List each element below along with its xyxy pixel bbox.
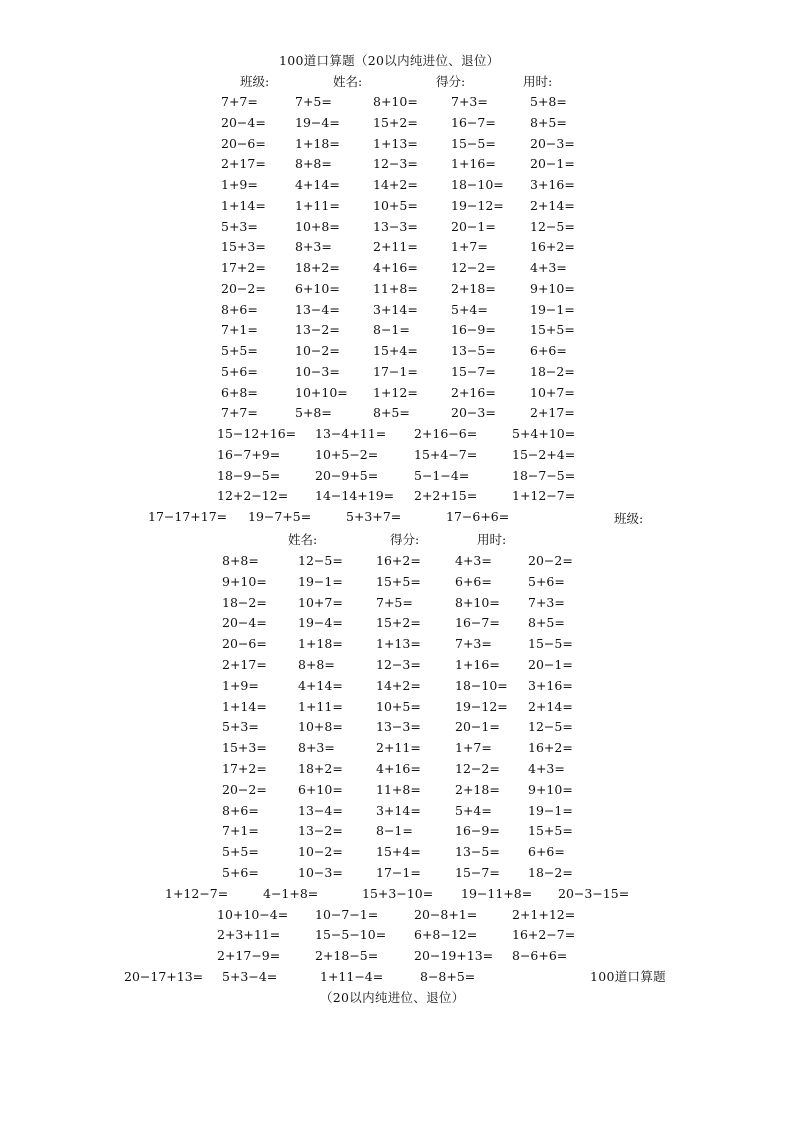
problem-cell: 8−1=: [373, 322, 410, 338]
problem-cell: 20−9+5=: [315, 467, 379, 483]
problem-cell: 4+3=: [528, 761, 565, 776]
score-label-2: 得分:: [390, 532, 420, 547]
problem-cell: 10+10−4=: [217, 906, 289, 922]
problem-cell: 16+2=: [376, 553, 421, 568]
problem-cell: 5+4+10=: [512, 426, 576, 441]
problem-cell: 7+7=: [221, 405, 258, 421]
problem-cell: 20−2=: [528, 553, 573, 568]
problem-cell: 15+2=: [373, 114, 418, 130]
problem-cell: 5+3=: [221, 218, 258, 234]
problem-cell: 10−7−1=: [315, 906, 379, 922]
problem-cell: 5+6=: [222, 865, 259, 880]
problem-cell: 20−2=: [222, 781, 267, 797]
class-label-2: 班级:: [614, 511, 644, 526]
problem-cell: 5+6=: [221, 363, 258, 379]
problem-cell: 8+3=: [298, 740, 335, 756]
problem-cell: 6+8=: [221, 384, 258, 400]
problem-cell: 10+7=: [530, 384, 575, 400]
problem-cell: 5−1−4=: [414, 467, 470, 483]
problem-cell: 15+3=: [222, 740, 267, 756]
problem-cell: 16−7=: [451, 114, 496, 130]
problem-cell: 20−3=: [451, 405, 496, 421]
problem-cell: 1+12−7=: [165, 885, 229, 901]
problem-cell: 8+10=: [373, 94, 418, 109]
problem-cell: 5+8=: [295, 405, 332, 421]
problem-cell: 18−2=: [530, 363, 575, 379]
problem-cell: 3+16=: [530, 177, 575, 192]
problem-cell: 8+5=: [530, 114, 567, 130]
problem-cell: 6+10=: [298, 781, 343, 797]
problem-cell: 19−1=: [298, 573, 343, 589]
problem-cell: 7+3=: [528, 594, 565, 610]
problem-cell: 10−3=: [295, 363, 340, 379]
problem-cell: 18−10=: [451, 177, 504, 192]
problem-cell: 17+2=: [222, 761, 267, 776]
problem-cell: 17−6+6=: [446, 509, 510, 524]
problem-cell: 20−8+1=: [414, 906, 478, 922]
problem-cell: 4+16=: [376, 761, 421, 776]
problem-cell: 15−12+16=: [217, 426, 297, 441]
problem-cell: 2+17−9=: [217, 948, 281, 964]
problem-cell: 20−1=: [451, 218, 496, 234]
problem-cell: 10+8=: [298, 719, 343, 735]
problem-cell: 10+5=: [373, 197, 418, 213]
problem-cell: 10−2=: [295, 343, 340, 358]
problem-cell: 7+5=: [295, 94, 332, 109]
name-label: 姓名:: [333, 74, 363, 89]
problem-cell: 7+7=: [221, 94, 258, 109]
problem-cell: 1+14=: [221, 197, 266, 213]
problem-cell: 4+14=: [298, 677, 343, 693]
problem-cell: 17−1=: [373, 363, 418, 379]
time-label: 用时:: [523, 74, 553, 89]
problem-cell: 15+5=: [528, 823, 573, 839]
problem-cell: 20−4=: [222, 615, 267, 631]
problem-cell: 8+5=: [373, 405, 410, 421]
problem-cell: 5+8=: [530, 94, 567, 109]
problem-cell: 18−2=: [528, 865, 573, 880]
problem-cell: 1+11=: [298, 698, 343, 714]
problem-cell: 15−5−10=: [315, 927, 387, 943]
problem-cell: 19−7+5=: [248, 509, 312, 524]
problem-cell: 7+5=: [376, 594, 413, 610]
problem-cell: 15+4−7=: [414, 446, 478, 462]
problem-cell: 10+5−2=: [315, 446, 379, 462]
score-label: 得分:: [436, 74, 466, 89]
problem-cell: 5+4=: [451, 301, 488, 317]
problem-cell: 2+18=: [455, 781, 500, 797]
problem-cell: 3+14=: [373, 301, 418, 317]
problem-cell: 17−17+17=: [148, 509, 228, 524]
problem-cell: 9+10=: [528, 781, 573, 797]
problem-cell: 4+3=: [530, 260, 567, 275]
problem-cell: 13−4=: [295, 301, 340, 317]
problem-cell: 12−2=: [451, 260, 496, 275]
problem-cell: 15−7=: [451, 363, 496, 379]
problem-cell: 15−7=: [455, 865, 500, 880]
problem-cell: 7+3=: [455, 636, 492, 652]
problem-cell: 18+2=: [298, 761, 343, 776]
problem-cell: 2+11=: [373, 239, 418, 255]
problem-cell: 1+13=: [376, 636, 421, 652]
problem-cell: 4+16=: [373, 260, 418, 275]
problem-cell: 1+13=: [373, 135, 418, 151]
problem-cell: 20−19+13=: [414, 948, 494, 964]
problem-cell: 7+3=: [451, 94, 488, 109]
problem-cell: 1+12=: [373, 384, 418, 400]
problem-cell: 8−1=: [376, 823, 413, 839]
problem-cell: 14+2=: [373, 177, 418, 192]
problem-cell: 16+2−7=: [512, 927, 576, 943]
problem-cell: 12−3=: [373, 156, 418, 172]
problem-cell: 10+5=: [376, 698, 421, 714]
problem-cell: 5+5=: [221, 343, 258, 358]
problem-cell: 15−5=: [528, 636, 573, 652]
problem-cell: 6+6=: [528, 844, 565, 860]
problem-cell: 8+3=: [295, 239, 332, 255]
problem-cell: 7+1=: [222, 823, 259, 839]
problem-cell: 9+10=: [530, 280, 575, 296]
problem-cell: 13−3=: [376, 719, 421, 735]
problem-cell: 1+12−7=: [512, 488, 576, 504]
page-title: 100道口算题（20以内纯进位、退位）: [279, 53, 500, 68]
problem-cell: 15+5=: [530, 322, 575, 338]
problem-cell: 5+3=: [222, 719, 259, 735]
problem-cell: 6+8−12=: [414, 927, 478, 943]
problem-cell: 2+14=: [530, 197, 575, 213]
problem-cell: 19−4=: [295, 114, 340, 130]
problem-cell: 18−9−5=: [217, 467, 281, 483]
problem-cell: 15+3−10=: [362, 885, 434, 901]
problem-cell: 6+6=: [530, 343, 567, 358]
problem-cell: 1+11=: [295, 197, 340, 213]
problem-cell: 6+10=: [295, 280, 340, 296]
problem-cell: 20−3−15=: [558, 885, 630, 901]
problem-cell: 20−2=: [221, 280, 266, 296]
problem-cell: 8+8=: [222, 553, 259, 568]
problem-cell: 18+2=: [295, 260, 340, 275]
problem-cell: 2+17=: [530, 405, 575, 421]
problem-cell: 4+3=: [455, 553, 492, 568]
problem-cell: 20−17+13=: [124, 969, 204, 984]
problem-cell: 13−4+11=: [315, 426, 387, 441]
problem-cell: 10−2=: [298, 844, 343, 860]
problem-cell: 19−12=: [455, 698, 508, 714]
problem-cell: 4+14=: [295, 177, 340, 192]
problem-cell: 15+3=: [221, 239, 266, 255]
problem-cell: 16−9=: [455, 823, 500, 839]
time-label-2: 用时:: [477, 532, 507, 547]
problem-cell: 16+2=: [530, 239, 575, 255]
problem-cell: 1+16=: [455, 657, 500, 672]
problem-cell: 20−6=: [222, 636, 267, 652]
class-label: 班级:: [240, 74, 270, 89]
problem-cell: 20−1=: [528, 657, 573, 672]
problem-cell: 19−4=: [298, 615, 343, 631]
problem-cell: 1+18=: [298, 636, 343, 652]
problem-cell: 19−1=: [528, 802, 573, 818]
problem-cell: 20−4=: [221, 114, 266, 130]
problem-cell: 1+7=: [455, 740, 492, 756]
problem-cell: 5+4=: [455, 802, 492, 818]
problem-cell: 8+8=: [298, 657, 335, 672]
problem-cell: 1+11−4=: [320, 969, 384, 984]
problem-cell: 2+14=: [528, 698, 573, 714]
problem-cell: 16−7=: [455, 615, 500, 631]
problem-cell: 4−1+8=: [263, 885, 319, 901]
problem-cell: 5+6=: [528, 573, 565, 589]
problem-cell: 20−6=: [221, 135, 266, 151]
footer-title: 100道口算题: [590, 969, 666, 984]
problem-cell: 2+1+12=: [512, 906, 576, 922]
problem-cell: 13−3=: [373, 218, 418, 234]
problem-cell: 15−5=: [451, 135, 496, 151]
problem-cell: 2+2+15=: [414, 488, 478, 504]
problem-cell: 16−7+9=: [217, 446, 281, 462]
problem-cell: 2+11=: [376, 740, 421, 756]
problem-cell: 3+14=: [376, 802, 421, 818]
problem-cell: 3+16=: [528, 677, 573, 693]
problem-cell: 13−5=: [451, 343, 496, 358]
problem-cell: 13−4=: [298, 802, 343, 818]
problem-cell: 8+5=: [528, 615, 565, 631]
problem-cell: 14−14+19=: [315, 488, 395, 504]
problem-cell: 17−1=: [376, 865, 421, 880]
problem-cell: 5+3−4=: [222, 969, 278, 984]
problem-cell: 12−5=: [298, 553, 343, 568]
problem-cell: 16+2=: [528, 740, 573, 756]
problem-cell: 18−10=: [455, 677, 508, 693]
problem-cell: 8+6=: [221, 301, 258, 317]
problem-cell: 15−2+4=: [512, 446, 576, 462]
problem-cell: 8+10=: [455, 594, 500, 610]
problem-cell: 20−1=: [455, 719, 500, 735]
problem-cell: 2+16−6=: [414, 426, 478, 441]
problem-cell: 6+6=: [455, 573, 492, 589]
problem-cell: 2+3+11=: [217, 927, 281, 943]
problem-cell: 10+10=: [295, 384, 348, 400]
problem-cell: 2+17=: [222, 657, 267, 672]
problem-cell: 1+7=: [451, 239, 488, 255]
problem-cell: 1+14=: [222, 698, 267, 714]
problem-cell: 15+5=: [376, 573, 421, 589]
problem-cell: 19−12=: [451, 197, 504, 213]
problem-cell: 12−2=: [455, 761, 500, 776]
problem-cell: 2+17=: [221, 156, 266, 172]
problem-cell: 7+1=: [221, 322, 258, 338]
problem-cell: 15+4=: [376, 844, 421, 860]
name-label-2: 姓名:: [288, 532, 318, 547]
problem-cell: 1+16=: [451, 156, 496, 172]
problem-cell: 13−2=: [295, 322, 340, 338]
problem-cell: 10+8=: [295, 218, 340, 234]
problem-cell: 1+18=: [295, 135, 340, 151]
problem-cell: 2+18−5=: [315, 948, 379, 964]
problem-cell: 18−2=: [222, 594, 267, 610]
problem-cell: 18−7−5=: [512, 467, 576, 483]
problem-cell: 5+3+7=: [346, 509, 402, 524]
problem-cell: 11+8=: [373, 280, 418, 296]
problem-cell: 10+7=: [298, 594, 343, 610]
problem-cell: 11+8=: [376, 781, 421, 797]
footer-subtitle: （20以内纯进位、退位）: [320, 990, 465, 1005]
problem-cell: 9+10=: [222, 573, 267, 589]
problem-cell: 16−9=: [451, 322, 496, 338]
problem-cell: 19−11+8=: [461, 885, 533, 901]
problem-cell: 5+5=: [222, 844, 259, 860]
problem-cell: 8−6+6=: [512, 948, 568, 964]
problem-cell: 1+9=: [222, 677, 259, 693]
problem-cell: 10−3=: [298, 865, 343, 880]
problem-cell: 8+8=: [295, 156, 332, 172]
problem-cell: 12−5=: [528, 719, 573, 735]
problem-cell: 19−1=: [530, 301, 575, 317]
problem-cell: 20−1=: [530, 156, 575, 172]
problem-cell: 14+2=: [376, 677, 421, 693]
problem-cell: 12−5=: [530, 218, 575, 234]
problem-cell: 8−8+5=: [420, 969, 476, 984]
problem-cell: 12−3=: [376, 657, 421, 672]
problem-cell: 15+2=: [376, 615, 421, 631]
problem-cell: 17+2=: [221, 260, 266, 275]
problem-cell: 2+16=: [451, 384, 496, 400]
problem-cell: 13−2=: [298, 823, 343, 839]
problem-cell: 8+6=: [222, 802, 259, 818]
problem-cell: 20−3=: [530, 135, 575, 151]
problem-cell: 1+9=: [221, 177, 258, 192]
problem-cell: 13−5=: [455, 844, 500, 860]
problem-cell: 15+4=: [373, 343, 418, 358]
problem-cell: 2+18=: [451, 280, 496, 296]
problem-cell: 12+2−12=: [217, 488, 289, 504]
